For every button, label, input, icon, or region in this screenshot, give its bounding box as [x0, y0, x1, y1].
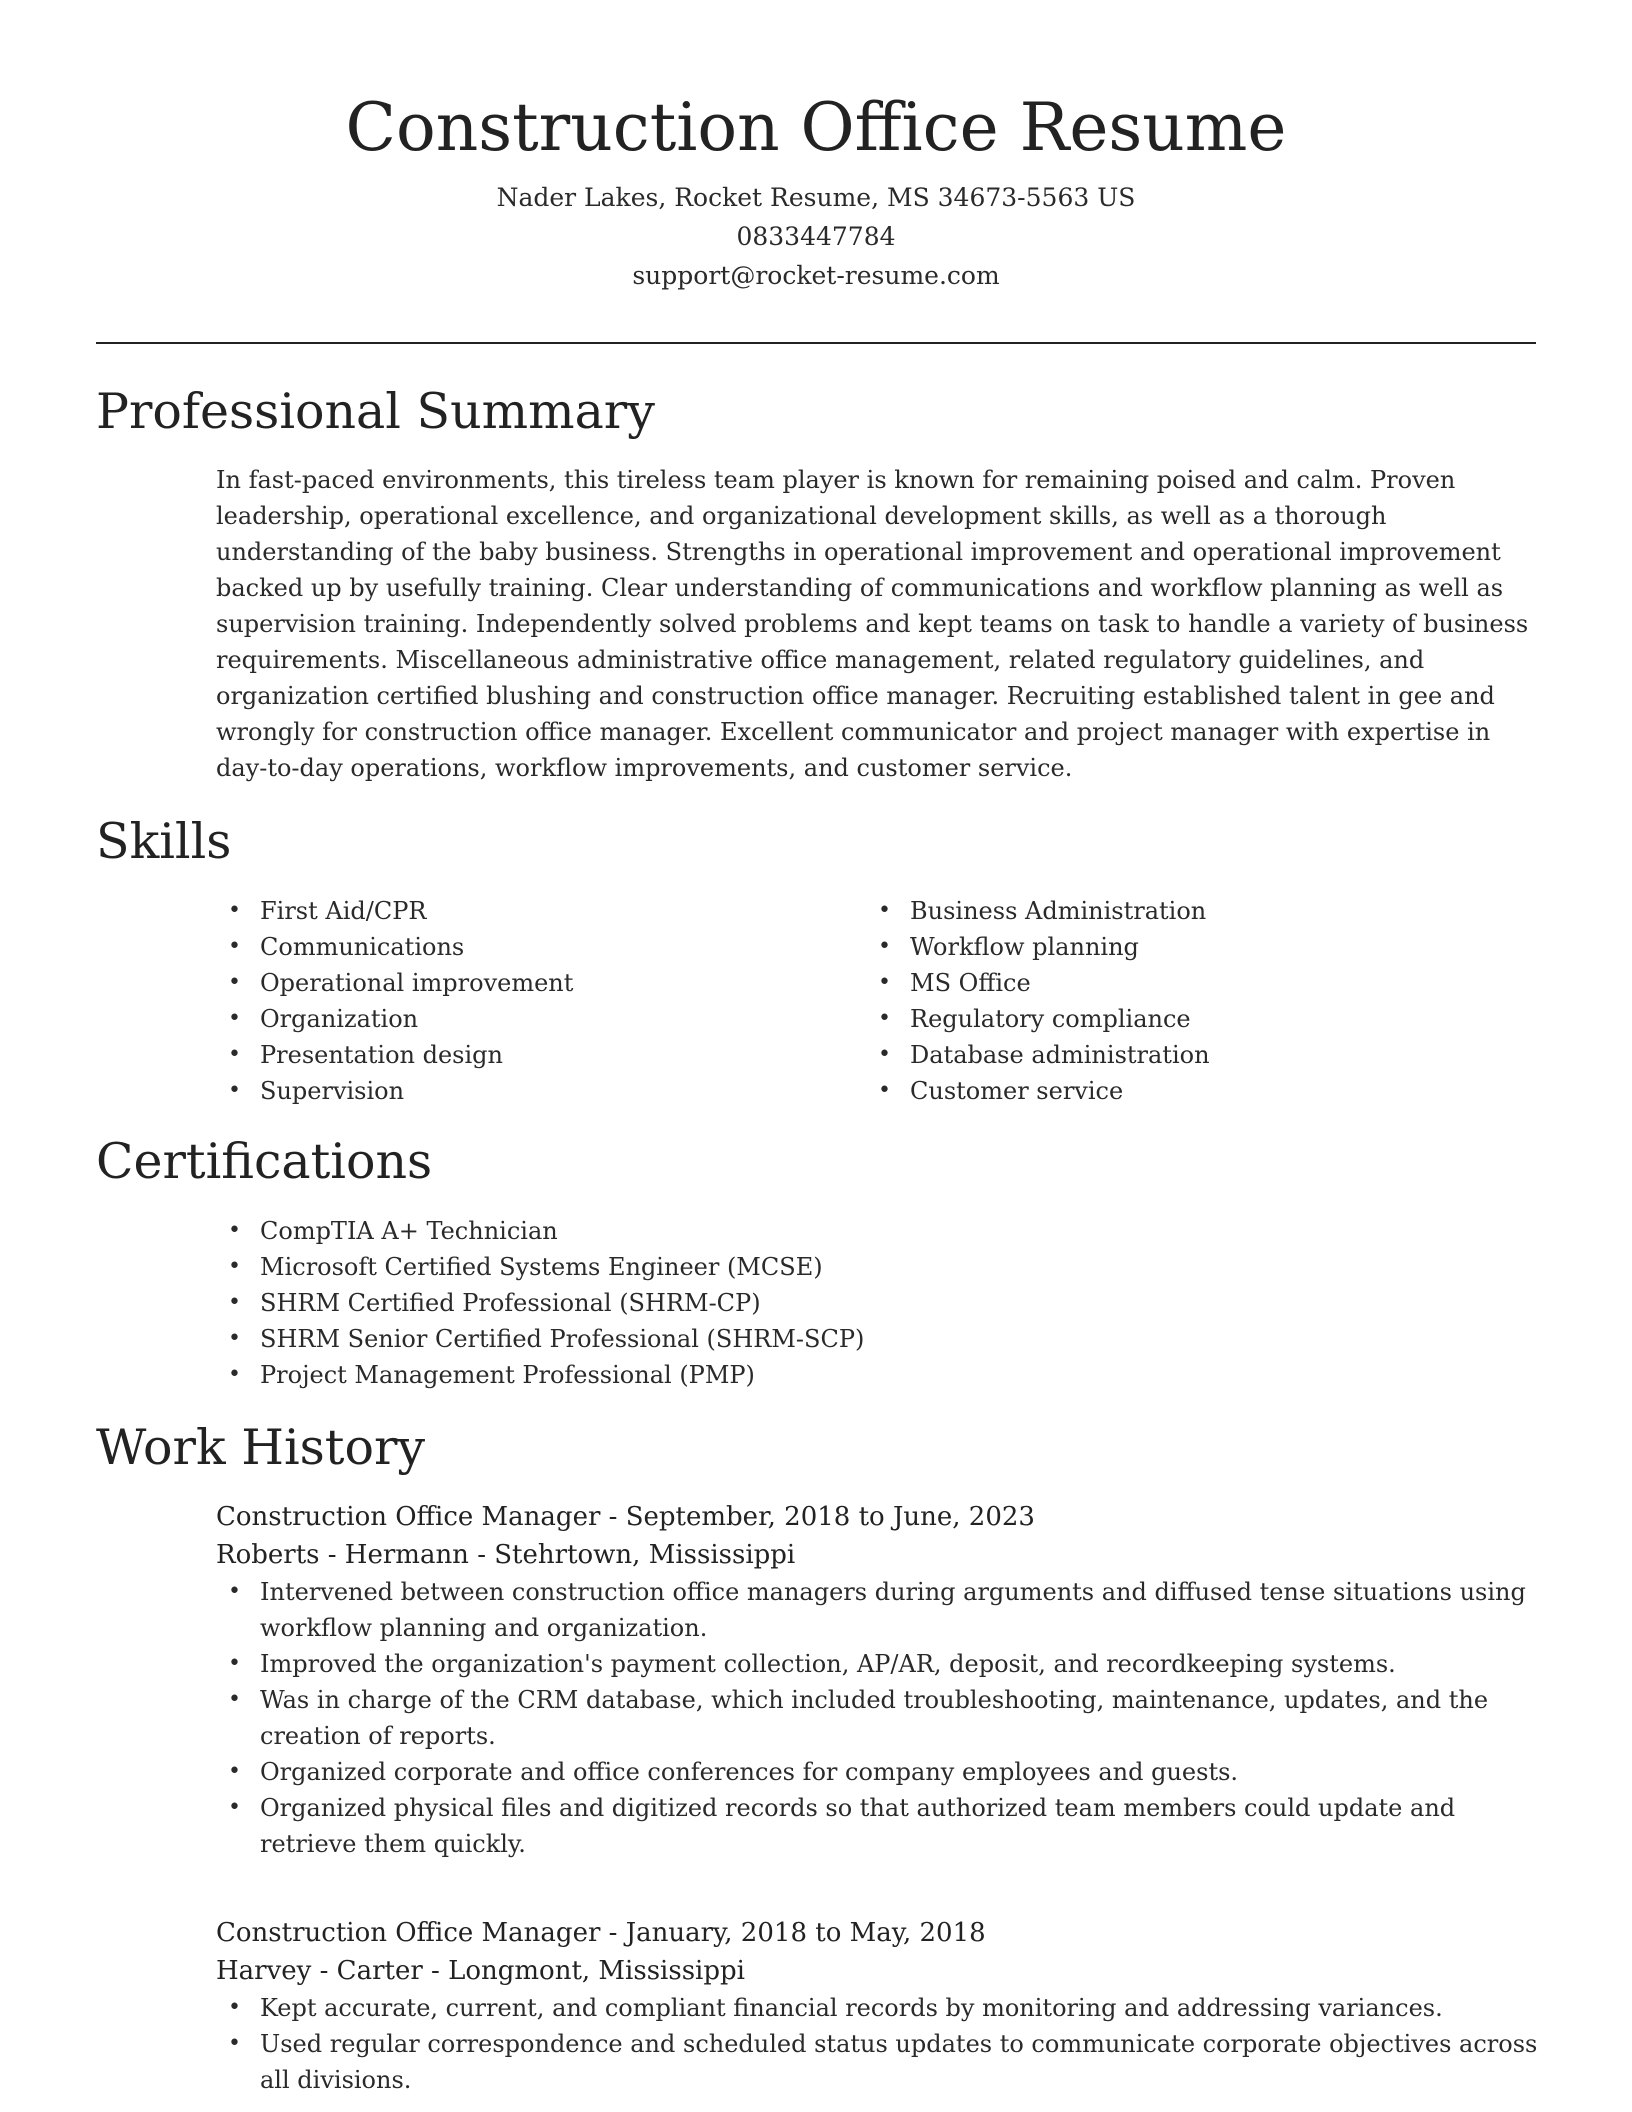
summary-text: In fast-paced environments, this tireless team player is known for remaining poised and calm. Proven leadership, operational excellence, and organizational development skills, as well as a thorough understanding of the baby business. Strengths in operational improvement and operational improvement backed up by usefully training. Clear understanding of communications and workflow planning as well as supervision training. Independently solved problems and kept teams on task to handle a variety of business requirements. Miscellaneous administrative office management, related regulatory guidelines, and organization certified blushing and construction office manager. Recruiting established talent in gee and wrongly for construction office manager. Excellent communicator and project manager with expertise in day-to-day operations, workflow improvements, and customer service.: [216, 466, 1529, 782]
skills-list-right: [866, 893, 1486, 1109]
skill-item: • Operational improvement: [216, 965, 836, 1001]
bullet-icon: •: [228, 1290, 241, 1315]
bullet-icon: •: [878, 1042, 891, 1067]
bullet-icon: •: [228, 2031, 241, 2056]
job-bullet: • Used regular correspondence and scheduled status updates to communicate corporate objectives across all divisions.: [216, 2026, 1540, 2098]
job-company-line: Harvey - Carter - Longmont, Mississippi: [216, 1956, 745, 1986]
certification-item: • SHRM Certified Professional (SHRM-CP): [216, 1285, 1516, 1321]
skills-list-left: [216, 893, 836, 1109]
bullet-icon: •: [228, 1687, 241, 1712]
skill-item: • Regulatory compliance: [866, 1001, 1486, 1037]
bullet-icon: •: [228, 1078, 241, 1103]
bullet-icon: •: [228, 1218, 241, 1243]
skill-item: • Business Administration: [866, 893, 1486, 929]
bullet-icon: •: [878, 934, 891, 959]
skill-item: • Supervision: [216, 1073, 836, 1109]
skill-item: • MS Office: [866, 965, 1486, 1001]
job-bullet: • Kept accurate, current, and compliant financial records by monitoring and addressing variances.: [216, 1990, 1540, 2026]
bullet-icon: •: [228, 1579, 241, 1604]
skill-item: • Presentation design: [216, 1037, 836, 1073]
skill-item: • First Aid/CPR: [216, 893, 836, 929]
bullet-icon: •: [228, 1362, 241, 1387]
section-heading-work-history: Work History: [96, 1419, 426, 1476]
bullet-icon: •: [228, 934, 241, 959]
bullet-icon: •: [228, 1042, 241, 1067]
skill-item: • Database administration: [866, 1037, 1486, 1073]
bullet-icon: •: [228, 1995, 241, 2020]
contact-address: Nader Lakes, Rocket Resume, MS 34673-5563 US: [496, 183, 1136, 212]
header-divider: [96, 342, 1536, 344]
certification-item: • Project Management Professional (PMP): [216, 1357, 1516, 1393]
job-bullet: • Intervened between construction office managers during arguments and diffused tense situations using workflow planning and organization.: [216, 1574, 1540, 1646]
job-title-line: Construction Office Manager - September, 2018 to June, 2023: [216, 1502, 1035, 1532]
bullet-icon: •: [228, 1006, 241, 1031]
bullet-icon: •: [228, 1326, 241, 1351]
bullet-icon: •: [228, 1795, 241, 1820]
document-title: Construction Office Resume: [345, 89, 1287, 166]
skill-item: • Customer service: [866, 1073, 1486, 1109]
bullet-icon: •: [878, 970, 891, 995]
certification-item: • SHRM Senior Certified Professional (SHRM-SCP): [216, 1321, 1516, 1357]
job-bullet: • Improved the organization's payment collection, AP/AR, deposit, and recordkeeping systems.: [216, 1646, 1540, 1682]
bullet-icon: •: [878, 898, 891, 923]
job-bullet: • Organized physical files and digitized records so that authorized team members could update and retrieve them quickly.: [216, 1790, 1540, 1862]
job-title-line: Construction Office Manager - January, 2018 to May, 2018: [216, 1918, 986, 1948]
job-company-line: Roberts - Hermann - Stehrtown, Mississippi: [216, 1540, 796, 1570]
bullet-icon: •: [228, 1759, 241, 1784]
section-heading-skills: Skills: [96, 813, 232, 870]
skill-item: • Organization: [216, 1001, 836, 1037]
certification-item: • CompTIA A+ Technician: [216, 1213, 1516, 1249]
job-bullet-list: [216, 1574, 1540, 1862]
job-bullet: • Was in charge of the CRM database, which included troubleshooting, maintenance, updates, and the creation of reports.: [216, 1682, 1540, 1754]
certifications-list: [216, 1213, 1516, 1393]
bullet-icon: •: [878, 1078, 891, 1103]
job-entry: [216, 1498, 1540, 1862]
bullet-icon: •: [228, 970, 241, 995]
section-heading-summary: Professional Summary: [96, 383, 655, 440]
job-bullet-list: [216, 1990, 1540, 2098]
contact-email: support@rocket-resume.com: [632, 261, 1000, 290]
bullet-icon: •: [228, 1651, 241, 1676]
resume-header: [96, 84, 1536, 295]
bullet-icon: •: [878, 1006, 891, 1031]
job-bullet: • Organized corporate and office conferences for company employees and guests.: [216, 1754, 1540, 1790]
contact-phone: 0833447784: [736, 222, 896, 251]
skill-item: • Communications: [216, 929, 836, 965]
skill-item: • Workflow planning: [866, 929, 1486, 965]
bullet-icon: •: [228, 1254, 241, 1279]
bullet-icon: •: [228, 898, 241, 923]
job-entry: [216, 1914, 1540, 2098]
certification-item: • Microsoft Certified Systems Engineer (MCSE): [216, 1249, 1516, 1285]
section-heading-certifications: Certifications: [96, 1133, 433, 1190]
